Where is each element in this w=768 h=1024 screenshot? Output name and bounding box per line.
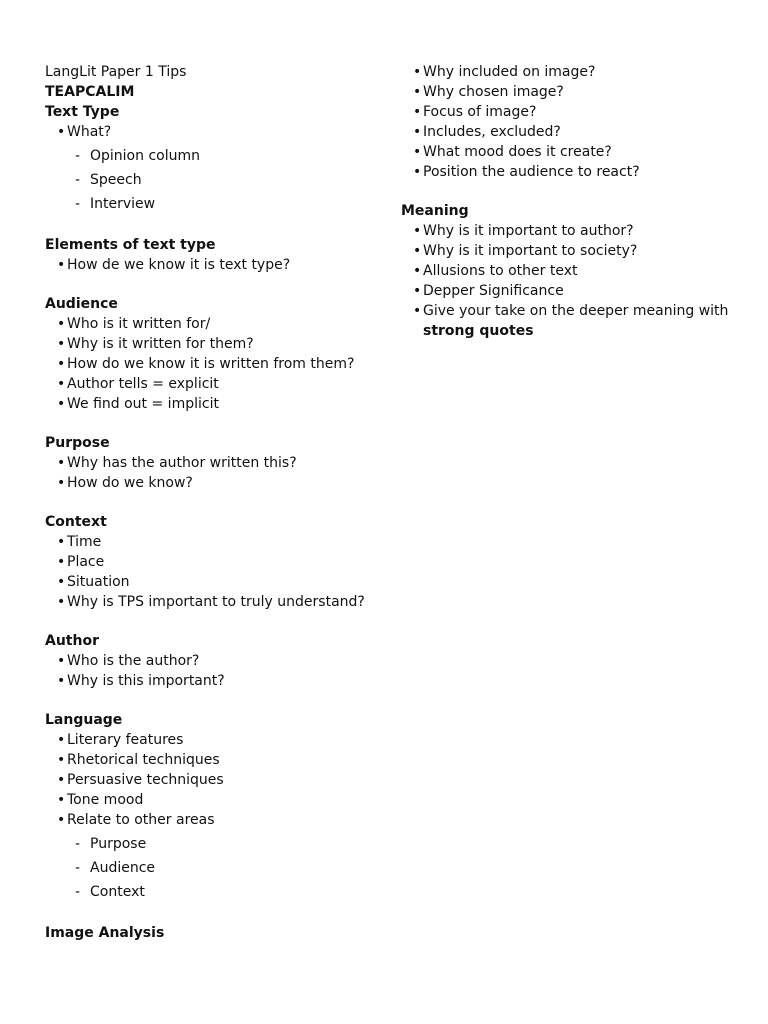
- left-column: [45, 62, 385, 943]
- heading-context: Context: [45, 514, 107, 530]
- section-author: [45, 631, 385, 691]
- language-list: [45, 730, 385, 830]
- list-item: • Why chosen image?: [413, 82, 731, 102]
- elements-list: [45, 255, 385, 275]
- image-analysis-list: [401, 62, 731, 182]
- list-item: • Who is the author?: [57, 651, 385, 671]
- list-item: • How do we know?: [57, 473, 385, 493]
- heading-language: Language: [45, 712, 123, 728]
- list-item: • Position the audience to react?: [413, 162, 731, 182]
- text-type-sublist: [45, 144, 385, 216]
- list-item: • Relate to other areas: [57, 810, 385, 830]
- list-item: • How de we know it is text type?: [57, 255, 385, 275]
- list-item: • Why included on image?: [413, 62, 731, 82]
- section-text-type: [45, 102, 385, 216]
- list-item: • Why is it written for them?: [57, 334, 385, 354]
- list-item: • Why is it important to society?: [413, 241, 731, 261]
- list-item: • Focus of image?: [413, 102, 731, 122]
- list-item-text: Give your take on the deeper meaning with: [423, 303, 729, 319]
- list-item: - Context: [75, 880, 385, 904]
- list-item: • What?: [57, 122, 385, 142]
- list-item: • Why is this important?: [57, 671, 385, 691]
- list-item: • Depper Significance: [413, 281, 731, 301]
- list-item: - Interview: [75, 192, 385, 216]
- list-item: - Speech: [75, 168, 385, 192]
- section-audience: [45, 294, 385, 414]
- list-item: • Place: [57, 552, 385, 572]
- section-context: [45, 512, 385, 612]
- list-item: • Author tells = explicit: [57, 374, 385, 394]
- right-column: [401, 62, 731, 341]
- section-meaning: [401, 201, 731, 341]
- list-item: • Tone mood: [57, 790, 385, 810]
- list-item: • Who is it written for/: [57, 314, 385, 334]
- list-item: • What mood does it create?: [413, 142, 731, 162]
- list-item: • Why is it important to author?: [413, 221, 731, 241]
- list-item: • Why is TPS important to truly understand?: [57, 592, 385, 612]
- section-image-analysis-heading: [45, 923, 385, 943]
- meaning-list: [401, 221, 731, 341]
- heading-elements: Elements of text type: [45, 237, 216, 253]
- acronym-heading: TEAPCALIM: [45, 84, 135, 100]
- list-item: - Opinion column: [75, 144, 385, 168]
- section-elements: [45, 235, 385, 275]
- heading-audience: Audience: [45, 296, 118, 312]
- text-type-list: [45, 122, 385, 142]
- emphasis-text: strong quotes: [423, 323, 534, 339]
- heading-text-type: Text Type: [45, 104, 120, 120]
- list-item: • Persuasive techniques: [57, 770, 385, 790]
- heading-meaning: Meaning: [401, 203, 469, 219]
- author-list: [45, 651, 385, 691]
- heading-purpose: Purpose: [45, 435, 110, 451]
- heading-author: Author: [45, 633, 99, 649]
- list-item: • Includes, excluded?: [413, 122, 731, 142]
- document-title: LangLit Paper 1 Tips: [45, 64, 187, 80]
- list-item: • Why has the author written this?: [57, 453, 385, 473]
- list-item: [413, 301, 731, 341]
- section-purpose: [45, 433, 385, 493]
- context-list: [45, 532, 385, 612]
- language-sublist: [45, 832, 385, 904]
- list-item: - Audience: [75, 856, 385, 880]
- list-item: • Literary features: [57, 730, 385, 750]
- list-item: • Situation: [57, 572, 385, 592]
- list-item: • Rhetorical techniques: [57, 750, 385, 770]
- list-item: • Allusions to other text: [413, 261, 731, 281]
- purpose-list: [45, 453, 385, 493]
- list-item: • How do we know it is written from them?: [57, 354, 385, 374]
- list-item: • Time: [57, 532, 385, 552]
- section-language: [45, 710, 385, 904]
- list-item: - Purpose: [75, 832, 385, 856]
- list-item: • We find out = implicit: [57, 394, 385, 414]
- heading-image-analysis: Image Analysis: [45, 925, 165, 941]
- audience-list: [45, 314, 385, 414]
